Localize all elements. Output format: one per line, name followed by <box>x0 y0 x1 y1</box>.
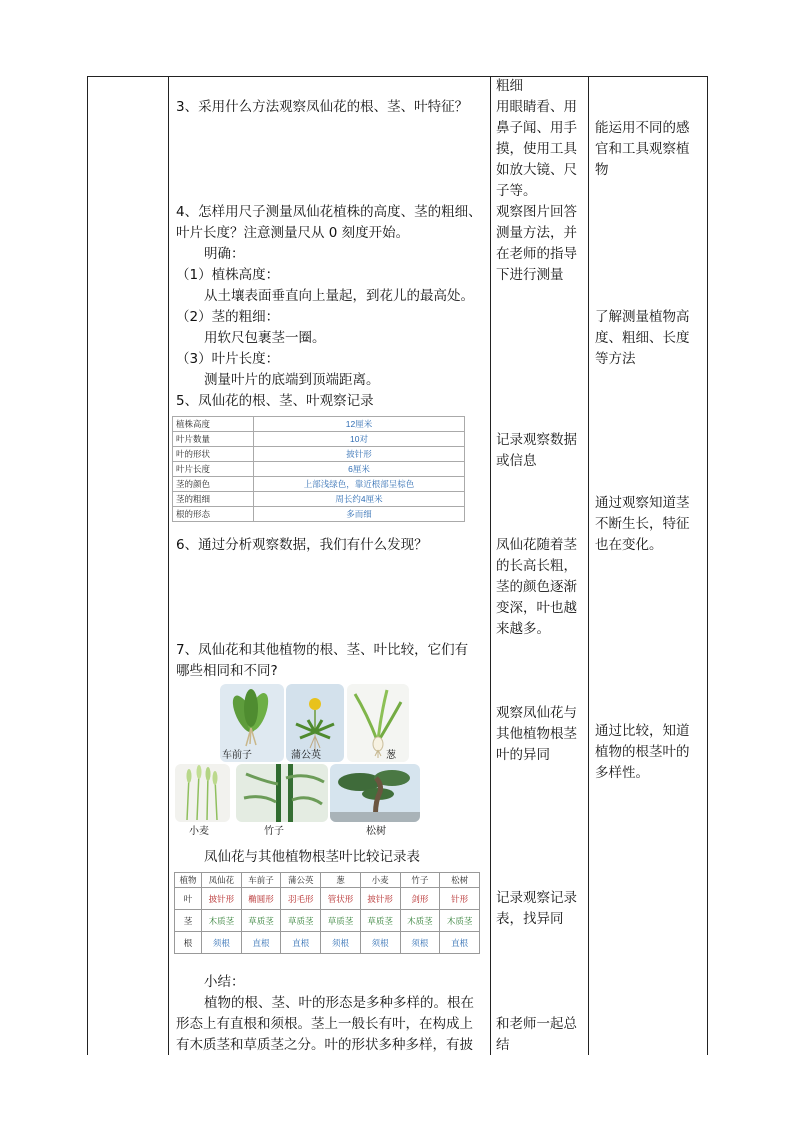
table-cell: 直根 <box>440 932 480 954</box>
table-cell: 葱 <box>321 873 361 888</box>
text-line: 下进行测量 <box>496 267 564 283</box>
design-intent-2 <box>595 307 703 370</box>
text-line: 变深，叶也越 <box>496 600 577 616</box>
obs-key: 叶片数量 <box>173 432 254 447</box>
text-line: 测量方法，并 <box>496 225 577 241</box>
method-1-text: 从土壤表面垂直向上量起，到花儿的最高处。 <box>204 288 474 304</box>
text-line: 物 <box>595 162 609 178</box>
table-cell: 叶 <box>175 888 202 910</box>
obs-value: 披针形 <box>254 447 465 462</box>
table-cell: 草质茎 <box>241 910 281 932</box>
table-row <box>175 873 480 888</box>
text-line: 叶的异同 <box>496 747 550 763</box>
design-intent-1 <box>595 118 703 181</box>
summary-line-3: 有木质茎和草质茎之分。叶的形状多种多样，有披 <box>176 1037 473 1053</box>
text-line: 记录观察记录 <box>496 890 577 906</box>
table-cell: 蒲公英 <box>281 873 321 888</box>
table-right-border <box>707 76 708 1055</box>
table-cell: 凤仙花 <box>201 873 241 888</box>
obs-key: 茎的粗细 <box>173 492 254 507</box>
student-activity-4 <box>496 535 586 640</box>
text-line: 其他植物根茎 <box>496 726 577 742</box>
table-cell: 须根 <box>360 932 400 954</box>
obs-key: 根的形态 <box>173 507 254 522</box>
scallion-caption: 葱 <box>386 750 396 761</box>
question-3: 3、采用什么方法观察凤仙花的根、茎、叶特征？ <box>176 99 469 115</box>
text-line: 凤仙花随着茎 <box>496 537 577 553</box>
table-cell: 羽毛形 <box>281 888 321 910</box>
obs-value: 6厘米 <box>254 462 465 477</box>
method-2-title: （2）茎的粗细： <box>176 309 280 325</box>
obs-value: 上部浅绿色，靠近根部呈棕色 <box>254 477 465 492</box>
table-row <box>173 462 465 477</box>
wheat-photo <box>175 764 230 822</box>
question-7-line-2: 哪些相同和不同? <box>176 663 278 679</box>
text-line: 子等。 <box>496 183 537 199</box>
table-cell: 披针形 <box>201 888 241 910</box>
table-row <box>175 888 480 910</box>
table-row <box>173 477 465 492</box>
text-line: 不断生长，特征 <box>595 516 690 532</box>
text-line: 粗细 <box>496 78 523 94</box>
text-line: 来越多。 <box>496 621 550 637</box>
obs-key: 叶片长度 <box>173 462 254 477</box>
table-cell: 须根 <box>321 932 361 954</box>
text-line: 官和工具观察植 <box>595 141 690 157</box>
obs-key: 茎的颜色 <box>173 477 254 492</box>
table-cell: 车前子 <box>241 873 281 888</box>
table-cell: 松树 <box>440 873 480 888</box>
table-row <box>173 432 465 447</box>
table-cell: 草质茎 <box>281 910 321 932</box>
table-cell: 木质茎 <box>440 910 480 932</box>
summary-line-1: 植物的根、茎、叶的形态是多种多样的。根在 <box>204 995 474 1011</box>
table-cell: 直根 <box>281 932 321 954</box>
table-row <box>175 910 480 932</box>
table-row <box>173 507 465 522</box>
table-cell: 植物 <box>175 873 202 888</box>
obs-key: 叶的形状 <box>173 447 254 462</box>
observation-record-table <box>172 416 465 522</box>
method-2-text: 用软尺包裹茎一圈。 <box>204 330 326 346</box>
text-line: 了解测量植物高 <box>595 309 690 325</box>
text-line: 或信息 <box>496 453 537 469</box>
compare-record-table <box>174 872 480 954</box>
design-intent-3 <box>595 493 703 556</box>
table-cell: 小麦 <box>360 873 400 888</box>
question-4-line-1: 4、怎样用尺子测量凤仙花植株的高度、茎的粗细、 <box>176 204 482 220</box>
scallion-photo <box>347 684 409 762</box>
pine-caption: 松树 <box>366 826 386 837</box>
text-line: 也在变化。 <box>595 537 663 553</box>
student-activity-6 <box>496 888 586 930</box>
text-line: 等方法 <box>595 351 636 367</box>
table-row <box>173 492 465 507</box>
pine-photo <box>330 764 420 822</box>
column-divider-1 <box>168 76 169 1055</box>
column-divider-2 <box>490 76 491 1055</box>
text-line: 摸，使用工具 <box>496 141 577 157</box>
table-row <box>173 447 465 462</box>
text-line: 植物的根茎叶的 <box>595 744 690 760</box>
method-3-text: 测量叶片的底端到顶端距离。 <box>204 372 380 388</box>
table-cell: 剑形 <box>400 888 440 910</box>
text-line: 结 <box>496 1037 510 1053</box>
text-line: 通过观察知道茎 <box>595 495 690 511</box>
obs-value: 12厘米 <box>254 417 465 432</box>
bamboo-photo <box>236 764 328 822</box>
question-7-line-1: 7、凤仙花和其他植物的根、茎、叶比较，它们有 <box>176 642 469 658</box>
compare-table-title: 凤仙花与其他植物根茎叶比较记录表 <box>204 849 420 865</box>
question-6: 6、通过分析观察数据，我们有什么发现？ <box>176 537 428 553</box>
method-3-title: （3）叶片长度： <box>176 351 280 367</box>
question-5: 5、凤仙花的根、茎、叶观察记录 <box>176 393 374 409</box>
table-cell: 木质茎 <box>400 910 440 932</box>
wheat-caption: 小麦 <box>189 826 209 837</box>
table-cell: 须根 <box>201 932 241 954</box>
table-cell: 管状形 <box>321 888 361 910</box>
bamboo-caption: 竹子 <box>264 826 284 837</box>
obs-value: 周长约4厘米 <box>254 492 465 507</box>
text-line: 的长高长粗， <box>496 558 577 574</box>
text-line: 观察凤仙花与 <box>496 705 577 721</box>
table-cell: 茎 <box>175 910 202 932</box>
obs-value: 10对 <box>254 432 465 447</box>
plantain-caption: 车前子 <box>222 750 252 761</box>
table-cell: 椭圆形 <box>241 888 281 910</box>
dandelion-caption: 蒲公英 <box>291 750 321 761</box>
table-cell: 根 <box>175 932 202 954</box>
text-line: 度、粗细、长度 <box>595 330 690 346</box>
text-line: 鼻子闻、用手 <box>496 120 577 136</box>
table-left-border <box>87 76 88 1055</box>
text-line: 用眼睛看、用 <box>496 99 577 115</box>
obs-key: 植株高度 <box>173 417 254 432</box>
text-line: 能运用不同的感 <box>595 120 690 136</box>
student-activity-2 <box>496 202 586 286</box>
table-cell: 须根 <box>400 932 440 954</box>
text-line: 和老师一起总 <box>496 1016 577 1032</box>
summary-line-2: 形态上有直根和须根。茎上一般长有叶，在构成上 <box>176 1016 473 1032</box>
summary-title: 小结： <box>204 974 245 990</box>
student-activity-7 <box>496 1014 586 1056</box>
table-cell: 草质茎 <box>360 910 400 932</box>
table-top-border <box>87 76 708 77</box>
text-line: 在老师的指导 <box>496 246 577 262</box>
student-activity-1 <box>496 76 586 202</box>
text-line: 表，找异同 <box>496 911 564 927</box>
text-line: 通过比较，知道 <box>595 723 690 739</box>
method-1-title: （1）植株高度： <box>176 267 280 283</box>
obs-value: 多而细 <box>254 507 465 522</box>
table-cell: 竹子 <box>400 873 440 888</box>
student-activity-3 <box>496 430 586 472</box>
student-activity-5 <box>496 703 586 766</box>
table-cell: 草质茎 <box>321 910 361 932</box>
text-line: 多样性。 <box>595 765 649 781</box>
text-line: 观察图片回答 <box>496 204 577 220</box>
table-row <box>173 417 465 432</box>
design-intent-4 <box>595 721 703 784</box>
table-cell: 直根 <box>241 932 281 954</box>
clarify-label: 明确： <box>204 246 245 262</box>
column-divider-3 <box>588 76 589 1055</box>
table-cell: 针形 <box>440 888 480 910</box>
table-cell: 木质茎 <box>201 910 241 932</box>
table-cell: 披针形 <box>360 888 400 910</box>
table-row <box>175 932 480 954</box>
question-4-line-2: 叶片长度？注意测量尺从 0 刻度开始。 <box>176 225 410 241</box>
text-line: 记录观察数据 <box>496 432 577 448</box>
text-line: 如放大镜、尺 <box>496 162 577 178</box>
text-line: 茎的颜色逐渐 <box>496 579 577 595</box>
